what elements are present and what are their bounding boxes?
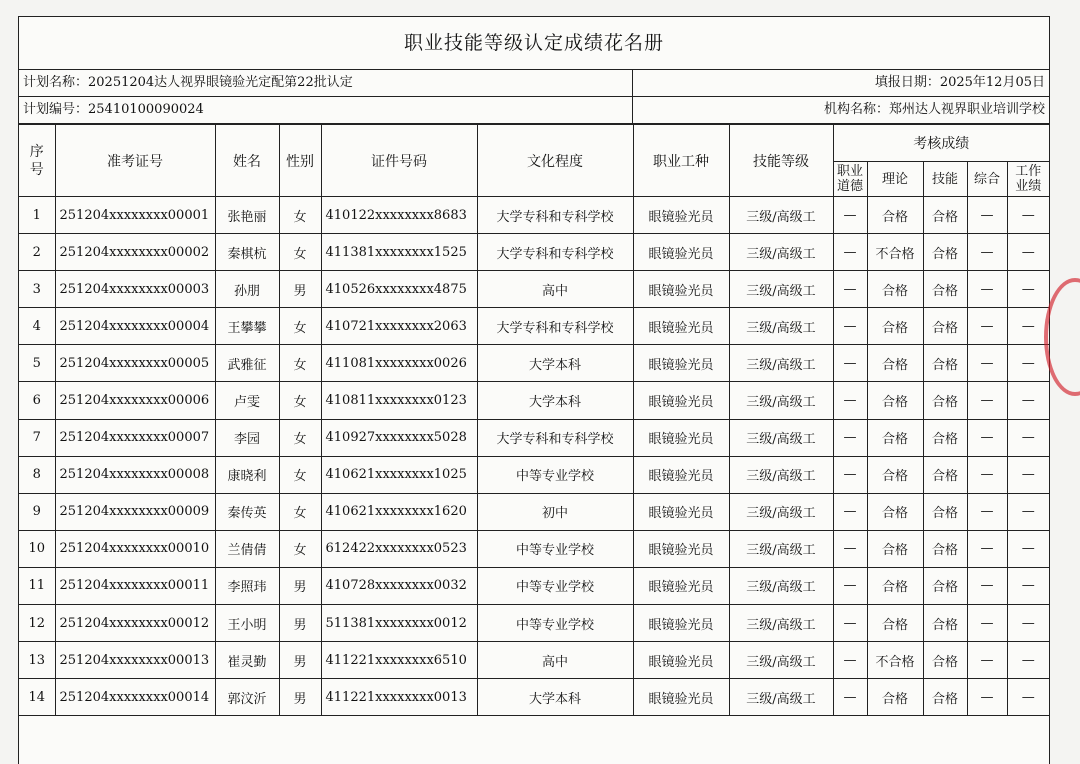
header-job: 职业工种 (633, 125, 729, 197)
header-gender: 性别 (279, 125, 321, 197)
cell-id-no: 411381xxxxxxxx1525 (321, 234, 477, 271)
cell-job: 眼镜验光员 (633, 567, 729, 604)
header-seq: 序号 (19, 125, 55, 197)
cell-skill: 合格 (923, 308, 967, 345)
cell-gender: 女 (279, 530, 321, 567)
table-row (19, 456, 1049, 493)
header-work: 工作业绩 (1007, 162, 1049, 197)
cell-gender: 女 (279, 493, 321, 530)
cell-id-no: 411221xxxxxxxx6510 (321, 642, 477, 679)
table-row (19, 197, 1049, 234)
cell-job: 眼镜验光员 (633, 234, 729, 271)
cell-exam-no: 251204xxxxxxxx00010 (55, 530, 215, 567)
cell-seq: 7 (19, 419, 55, 456)
cell-seq: 2 (19, 234, 55, 271)
cell-level: 三级/高级工 (729, 642, 833, 679)
cell-id-no: 511381xxxxxxxx0012 (321, 605, 477, 642)
cell-exam-no: 251204xxxxxxxx00006 (55, 382, 215, 419)
cell-theory: 合格 (867, 382, 923, 419)
cell-job: 眼镜验光员 (633, 419, 729, 456)
cell-seq: 1 (19, 197, 55, 234)
cell-job: 眼镜验光员 (633, 605, 729, 642)
cell-gender: 男 (279, 605, 321, 642)
meta-row-2 (19, 97, 1049, 124)
cell-education: 大学本科 (477, 382, 633, 419)
cell-theory: 不合格 (867, 234, 923, 271)
cell-overall: — (967, 456, 1007, 493)
cell-seq: 13 (19, 642, 55, 679)
plan-number: 计划编号：25410100090024 (19, 97, 633, 123)
header-ethics: 职业道德 (833, 162, 867, 197)
cell-name: 孙朋 (215, 271, 279, 308)
cell-exam-no: 251204xxxxxxxx00005 (55, 345, 215, 382)
cell-overall: — (967, 530, 1007, 567)
cell-overall: — (967, 234, 1007, 271)
cell-level: 三级/高级工 (729, 234, 833, 271)
cell-theory: 合格 (867, 271, 923, 308)
cell-ethics: — (833, 271, 867, 308)
cell-ethics: — (833, 679, 867, 716)
table-row (19, 679, 1049, 716)
cell-theory: 合格 (867, 493, 923, 530)
cell-skill: 合格 (923, 419, 967, 456)
cell-education: 大学专科和专科学校 (477, 308, 633, 345)
cell-gender: 女 (279, 456, 321, 493)
cell-level: 三级/高级工 (729, 567, 833, 604)
cell-level: 三级/高级工 (729, 345, 833, 382)
cell-theory: 合格 (867, 605, 923, 642)
cell-exam-no: 251204xxxxxxxx00003 (55, 271, 215, 308)
cell-education: 中等专业学校 (477, 456, 633, 493)
cell-job: 眼镜验光员 (633, 456, 729, 493)
cell-level: 三级/高级工 (729, 679, 833, 716)
cell-overall: — (967, 642, 1007, 679)
cell-work: — (1007, 271, 1049, 308)
cell-name: 秦传英 (215, 493, 279, 530)
cell-ethics: — (833, 234, 867, 271)
cell-ethics: — (833, 493, 867, 530)
cell-id-no: 411221xxxxxxxx0013 (321, 679, 477, 716)
cell-exam-no: 251204xxxxxxxx00014 (55, 679, 215, 716)
cell-ethics: — (833, 419, 867, 456)
table-row (19, 308, 1049, 345)
cell-theory: 合格 (867, 345, 923, 382)
header-overall: 综合 (967, 162, 1007, 197)
cell-skill: 合格 (923, 197, 967, 234)
cell-education: 大学本科 (477, 679, 633, 716)
cell-exam-no: 251204xxxxxxxx00008 (55, 456, 215, 493)
cell-id-no: 410721xxxxxxxx2063 (321, 308, 477, 345)
cell-ethics: — (833, 456, 867, 493)
header-level: 技能等级 (729, 125, 833, 197)
cell-level: 三级/高级工 (729, 493, 833, 530)
cell-work: — (1007, 456, 1049, 493)
cell-level: 三级/高级工 (729, 271, 833, 308)
cell-job: 眼镜验光员 (633, 679, 729, 716)
cell-work: — (1007, 345, 1049, 382)
cell-gender: 女 (279, 419, 321, 456)
header-skill: 技能 (923, 162, 967, 197)
cell-overall: — (967, 419, 1007, 456)
cell-level: 三级/高级工 (729, 605, 833, 642)
cell-name: 张艳丽 (215, 197, 279, 234)
cell-education: 中等专业学校 (477, 567, 633, 604)
cell-skill: 合格 (923, 567, 967, 604)
cell-gender: 男 (279, 567, 321, 604)
cell-theory: 合格 (867, 419, 923, 456)
cell-seq: 6 (19, 382, 55, 419)
cell-gender: 女 (279, 382, 321, 419)
cell-name: 武雅征 (215, 345, 279, 382)
cell-overall: — (967, 197, 1007, 234)
cell-education: 中等专业学校 (477, 605, 633, 642)
cell-ethics: — (833, 605, 867, 642)
cell-gender: 男 (279, 271, 321, 308)
cell-name: 秦棋杭 (215, 234, 279, 271)
cell-theory: 合格 (867, 197, 923, 234)
cell-work: — (1007, 382, 1049, 419)
cell-overall: — (967, 382, 1007, 419)
cell-name: 李园 (215, 419, 279, 456)
cell-skill: 合格 (923, 493, 967, 530)
cell-overall: — (967, 679, 1007, 716)
cell-level: 三级/高级工 (729, 197, 833, 234)
cell-exam-no: 251204xxxxxxxx00002 (55, 234, 215, 271)
cell-ethics: — (833, 345, 867, 382)
cell-work: — (1007, 197, 1049, 234)
cell-exam-no: 251204xxxxxxxx00001 (55, 197, 215, 234)
cell-seq: 5 (19, 345, 55, 382)
cell-name: 卢雯 (215, 382, 279, 419)
cell-work: — (1007, 419, 1049, 456)
cell-seq: 9 (19, 493, 55, 530)
cell-name: 郭汶沂 (215, 679, 279, 716)
cell-id-no: 612422xxxxxxxx0523 (321, 530, 477, 567)
cell-name: 李照玮 (215, 567, 279, 604)
cell-id-no: 410621xxxxxxxx1620 (321, 493, 477, 530)
cell-id-no: 410811xxxxxxxx0123 (321, 382, 477, 419)
roster-sheet (18, 16, 1050, 764)
cell-job: 眼镜验光员 (633, 382, 729, 419)
cell-seq: 14 (19, 679, 55, 716)
table-row (19, 382, 1049, 419)
header-exam-no: 准考证号 (55, 125, 215, 197)
cell-ethics: — (833, 382, 867, 419)
cell-gender: 男 (279, 642, 321, 679)
header-scores: 考核成绩 (833, 125, 1049, 162)
cell-theory: 合格 (867, 308, 923, 345)
cell-education: 初中 (477, 493, 633, 530)
cell-seq: 12 (19, 605, 55, 642)
cell-overall: — (967, 345, 1007, 382)
cell-seq: 4 (19, 308, 55, 345)
cell-job: 眼镜验光员 (633, 642, 729, 679)
cell-job: 眼镜验光员 (633, 493, 729, 530)
cell-education: 大学专科和专科学校 (477, 234, 633, 271)
table-row (19, 234, 1049, 271)
cell-job: 眼镜验光员 (633, 530, 729, 567)
cell-work: — (1007, 679, 1049, 716)
header-name: 姓名 (215, 125, 279, 197)
cell-job: 眼镜验光员 (633, 197, 729, 234)
cell-work: — (1007, 605, 1049, 642)
table-row (19, 567, 1049, 604)
cell-education: 高中 (477, 642, 633, 679)
cell-theory: 合格 (867, 530, 923, 567)
cell-education: 高中 (477, 271, 633, 308)
cell-work: — (1007, 642, 1049, 679)
page-title: 职业技能等级认定成绩花名册 (19, 17, 1049, 70)
table-row (19, 271, 1049, 308)
org-name: 机构名称：郑州达人视界职业培训学校 (823, 102, 1045, 117)
cell-seq: 3 (19, 271, 55, 308)
table-row (19, 493, 1049, 530)
cell-level: 三级/高级工 (729, 530, 833, 567)
cell-overall: — (967, 308, 1007, 345)
cell-skill: 合格 (923, 234, 967, 271)
cell-education: 大学专科和专科学校 (477, 197, 633, 234)
cell-overall: — (967, 567, 1007, 604)
cell-name: 康晓利 (215, 456, 279, 493)
cell-level: 三级/高级工 (729, 382, 833, 419)
cell-name: 崔灵勤 (215, 642, 279, 679)
cell-id-no: 411081xxxxxxxx0026 (321, 345, 477, 382)
cell-overall: — (967, 271, 1007, 308)
cell-work: — (1007, 234, 1049, 271)
cell-education: 大学本科 (477, 345, 633, 382)
cell-overall: — (967, 605, 1007, 642)
cell-seq: 10 (19, 530, 55, 567)
cell-gender: 女 (279, 345, 321, 382)
cell-ethics: — (833, 530, 867, 567)
cell-skill: 合格 (923, 382, 967, 419)
cell-ethics: — (833, 567, 867, 604)
header-theory: 理论 (867, 162, 923, 197)
header-education: 文化程度 (477, 125, 633, 197)
cell-id-no: 410526xxxxxxxx4875 (321, 271, 477, 308)
cell-level: 三级/高级工 (729, 308, 833, 345)
cell-name: 兰倩倩 (215, 530, 279, 567)
cell-work: — (1007, 308, 1049, 345)
cell-skill: 合格 (923, 679, 967, 716)
cell-work: — (1007, 530, 1049, 567)
cell-theory: 不合格 (867, 642, 923, 679)
cell-education: 中等专业学校 (477, 530, 633, 567)
cell-gender: 女 (279, 308, 321, 345)
table-row (19, 642, 1049, 679)
cell-name: 王攀攀 (215, 308, 279, 345)
cell-exam-no: 251204xxxxxxxx00009 (55, 493, 215, 530)
cell-exam-no: 251204xxxxxxxx00013 (55, 642, 215, 679)
header-id-no: 证件号码 (321, 125, 477, 197)
cell-id-no: 410927xxxxxxxx5028 (321, 419, 477, 456)
cell-skill: 合格 (923, 345, 967, 382)
cell-exam-no: 251204xxxxxxxx00007 (55, 419, 215, 456)
cell-ethics: — (833, 642, 867, 679)
cell-skill: 合格 (923, 530, 967, 567)
cell-education: 大学专科和专科学校 (477, 419, 633, 456)
cell-ethics: — (833, 308, 867, 345)
cell-ethics: — (833, 197, 867, 234)
cell-seq: 11 (19, 567, 55, 604)
cell-id-no: 410621xxxxxxxx1025 (321, 456, 477, 493)
cell-skill: 合格 (923, 271, 967, 308)
cell-exam-no: 251204xxxxxxxx00012 (55, 605, 215, 642)
meta-row-1 (19, 70, 1049, 97)
plan-name: 计划名称：20251204达人视界眼镜验光定配第22批认定 (19, 70, 633, 96)
cell-name: 王小明 (215, 605, 279, 642)
table-row (19, 419, 1049, 456)
cell-gender: 女 (279, 197, 321, 234)
cell-theory: 合格 (867, 679, 923, 716)
cell-work: — (1007, 567, 1049, 604)
cell-skill: 合格 (923, 456, 967, 493)
cell-id-no: 410728xxxxxxxx0032 (321, 567, 477, 604)
cell-work: — (1007, 493, 1049, 530)
cell-level: 三级/高级工 (729, 456, 833, 493)
cell-job: 眼镜验光员 (633, 308, 729, 345)
table-row (19, 530, 1049, 567)
score-table (19, 124, 1049, 716)
cell-theory: 合格 (867, 456, 923, 493)
cell-exam-no: 251204xxxxxxxx00004 (55, 308, 215, 345)
cell-exam-no: 251204xxxxxxxx00011 (55, 567, 215, 604)
cell-level: 三级/高级工 (729, 419, 833, 456)
table-row (19, 605, 1049, 642)
cell-theory: 合格 (867, 567, 923, 604)
cell-skill: 合格 (923, 642, 967, 679)
cell-seq: 8 (19, 456, 55, 493)
cell-skill: 合格 (923, 605, 967, 642)
cell-gender: 男 (279, 679, 321, 716)
table-row (19, 345, 1049, 382)
cell-job: 眼镜验光员 (633, 271, 729, 308)
cell-overall: — (967, 493, 1007, 530)
report-date: 填报日期：2025年12月05日 (874, 75, 1045, 90)
cell-gender: 女 (279, 234, 321, 271)
cell-id-no: 410122xxxxxxxx8683 (321, 197, 477, 234)
cell-job: 眼镜验光员 (633, 345, 729, 382)
